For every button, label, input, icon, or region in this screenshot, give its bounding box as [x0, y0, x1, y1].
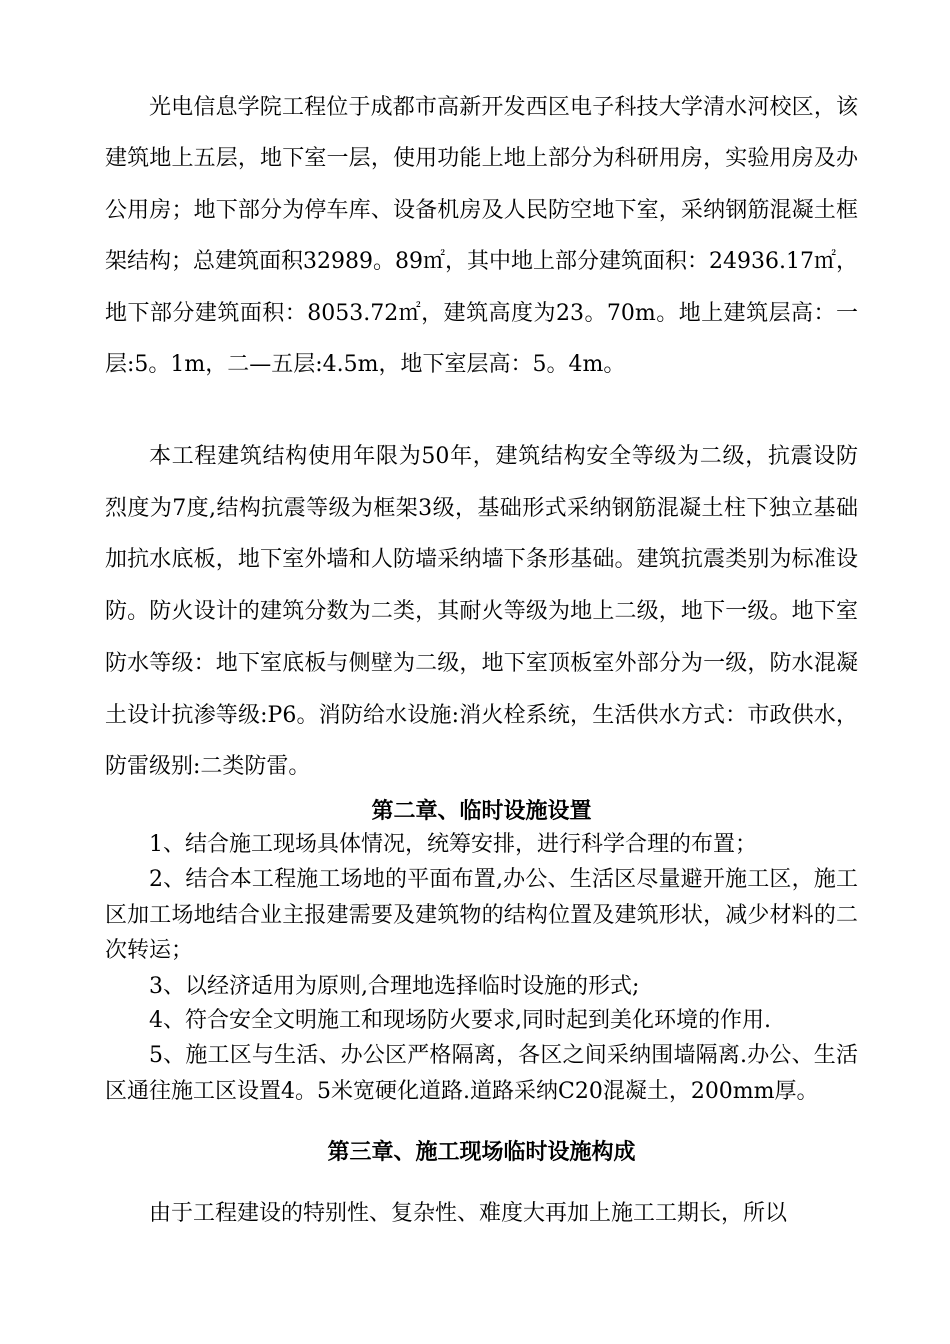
paragraph-chapter-3-intro: 由于工程建设的特别性、复杂性、难度大再加上施工工期长，所以 [149, 1201, 788, 1226]
chapter-3-heading: 第三章、施工现场临时设施构成 [327, 1139, 636, 1165]
list-item-1: 1、结合施工现场具体情况，统筹安排，进行科学合理的布置； [149, 832, 757, 857]
list-item-5: 5、施工区与生活、办公区严格隔离，各区之间采纳围墙隔离.办公、生活区通往施工区设置4。5米宽硬化道路.道路采纳C20混凝土，200mm厚。 [105, 1043, 858, 1104]
chapter-2-heading: 第二章、临时设施设置 [371, 798, 592, 824]
paragraph-project-overview: 光电信息学院工程位于成都市高新开发西区电子科技大学清水河校区，该建筑地上五层，地下室一层，使用功能上地上部分为科研用房，实验用房及办公用房；地下部分为停车库、设备机房及人民防空地下室，采纳钢筋混凝土框架结构；总建筑面积32989。89㎡，其中地上部分建筑面积：24936.17㎡，地下部分建筑面积：8053.72㎡，建筑高度为23。70m。地上建筑层高：一层:5。1m，二—五层:4.5m，地下室层高：5。4m。 [105, 95, 858, 378]
paragraph-structure-info: 本工程建筑结构使用年限为50年，建筑结构安全等级为二级，抗震设防烈度为7度,结构抗震等级为框架3级，基础形式采纳钢筋混凝土柱下独立基础加抗水底板，地下室外墙和人防墙采纳墙下条形基础。建筑抗震类别为标准设防。防火设计的建筑分数为二类，其耐火等级为地上二级，地下一级。地下室防水等级：地下室底板与侧壁为二级，地下室顶板室外部分为一级，防水混凝土设计抗渗等级:P6。消防给水设施:消火栓系统，生活供水方式：市政供水，防雷级别:二类防雷。 [105, 444, 858, 780]
list-item-3: 3、以经济适用为原则,合理地选择临时设施的形式; [149, 974, 640, 999]
list-item-2: 2、结合本工程施工场地的平面布置,办公、生活区尽量避开施工区，施工区加工场地结合业主报建需要及建筑物的结构位置及建筑形状，减少材料的二次转运； [105, 867, 858, 963]
list-item-4: 4、符合安全文明施工和现场防火要求,同时起到美化环境的作用. [149, 1008, 771, 1033]
